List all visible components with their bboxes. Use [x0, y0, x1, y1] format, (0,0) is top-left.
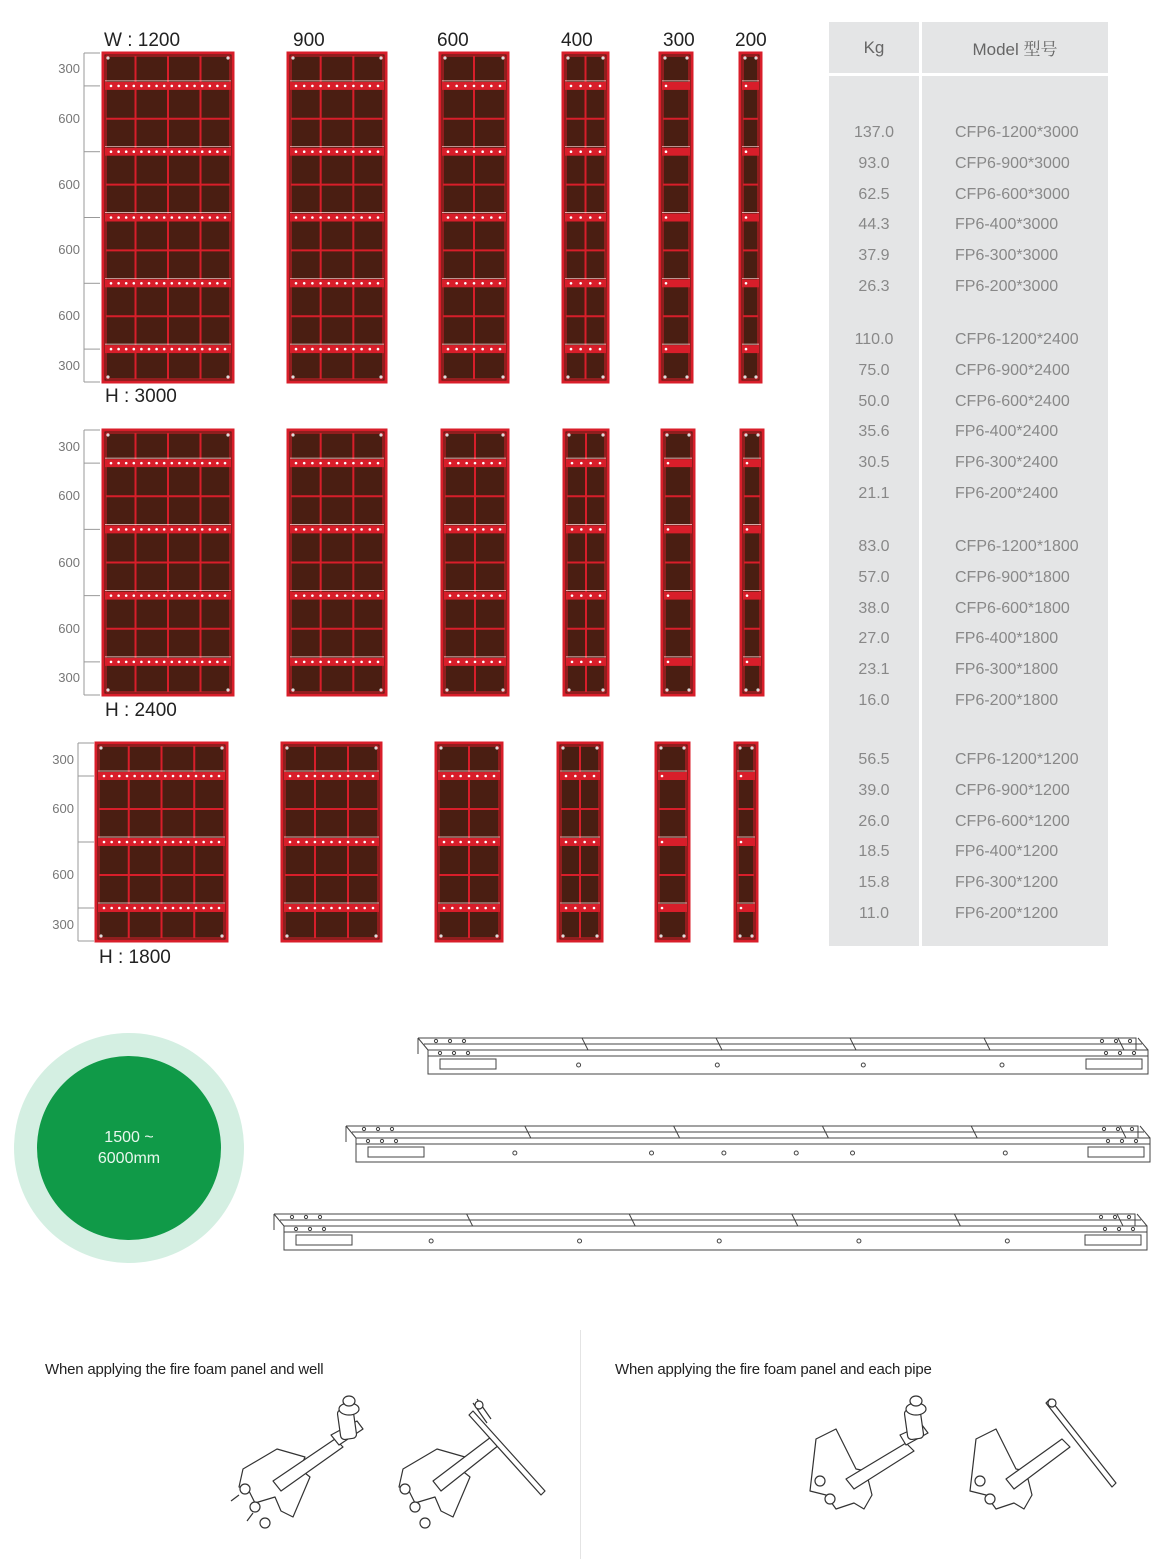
model-value: CFP6-1200*3000	[955, 124, 1079, 141]
formwork-panel	[96, 743, 227, 941]
formwork-panel	[103, 53, 233, 382]
kg-value: 37.9	[858, 247, 890, 265]
kg-value: 18.5	[858, 843, 890, 861]
tie-rod-left-a	[231, 1396, 363, 1528]
kg-value: 27.0	[858, 630, 890, 648]
model-value: FP6-400*1200	[955, 843, 1059, 861]
dimension-label: 300	[52, 916, 74, 932]
formwork-panels-drawing	[0, 0, 820, 980]
model-value: FP6-300*3000	[955, 247, 1059, 265]
height-label: H : 2400	[105, 700, 177, 721]
kg-header	[829, 22, 919, 73]
dimension-bracket	[84, 430, 100, 695]
kg-value: 30.5	[858, 454, 890, 472]
formwork-panel	[288, 53, 386, 382]
model-value: CFP6-900*1200	[955, 781, 1070, 799]
dimension-label: 600	[58, 242, 80, 258]
formwork-panel	[563, 53, 608, 382]
kg-value: 15.8	[858, 874, 890, 892]
formwork-panel	[735, 743, 757, 941]
dimension-label: 600	[58, 488, 80, 504]
formwork-panel	[662, 430, 694, 695]
model-value: CFP6-900*2400	[955, 361, 1070, 379]
beam-length-max: 6000mm	[97, 1150, 161, 1167]
width-value: 200	[735, 30, 767, 51]
width-prefix: W :	[104, 30, 138, 51]
kg-value: 26.0	[858, 812, 890, 830]
model-value: CFP6-600*3000	[955, 185, 1070, 203]
kg-header-text: Kg	[863, 37, 885, 57]
model-value: FP6-200*1800	[955, 692, 1059, 709]
width-value: 600	[437, 30, 469, 51]
kg-value: 26.3	[858, 278, 890, 295]
dimension-label: 300	[58, 61, 80, 77]
dimension-label: 600	[52, 801, 74, 816]
model-value: CFP6-900*1800	[955, 568, 1070, 586]
dimension-label: 300	[52, 751, 74, 767]
model-value: FP6-200*1200	[955, 905, 1059, 922]
kg-value: 56.5	[858, 751, 890, 768]
model-value: CFP6-600*2400	[955, 392, 1070, 410]
model-value: CFP6-600*1200	[955, 812, 1070, 830]
kg-value: 93.0	[858, 154, 890, 172]
height-label: H : 3000	[105, 386, 177, 407]
model-value: CFP6-600*1800	[955, 599, 1070, 617]
dimension-label: 600	[58, 308, 80, 324]
formwork-panel	[440, 53, 508, 382]
dimension-label: 600	[58, 620, 80, 636]
formwork-panel	[558, 743, 602, 941]
formwork-panel	[564, 430, 608, 695]
dimension-label: 600	[58, 110, 80, 126]
formwork-panel	[103, 430, 233, 695]
model-value: FP6-300*2400	[955, 454, 1059, 472]
model-header	[922, 22, 1108, 73]
tie-rod-right-b	[970, 1399, 1116, 1509]
kg-value: 11.0	[859, 905, 889, 922]
steel-beam	[274, 1214, 1147, 1250]
model-value: FP6-200*2400	[955, 485, 1059, 502]
width-value: 400	[561, 30, 593, 51]
formwork-panel	[660, 53, 692, 382]
kg-value: 21.1	[858, 485, 890, 502]
kg-value: 110.0	[854, 331, 894, 348]
formwork-panel	[656, 743, 689, 941]
dimension-label: 300	[58, 438, 80, 454]
tie-rod-pipe-illustration	[581, 1389, 1141, 1559]
kg-value: 23.1	[858, 661, 890, 679]
caption-left: When applying the fire foam panel and well	[45, 1361, 324, 1378]
width-value: 1200	[137, 30, 181, 51]
model-value: FP6-400*1800	[955, 630, 1059, 648]
kg-value: 39.0	[858, 781, 890, 799]
kg-value: 62.5	[858, 185, 890, 203]
steel-beam	[346, 1126, 1150, 1162]
model-value: CFP6-1200*1800	[955, 538, 1079, 555]
width-value: 300	[663, 30, 695, 51]
formwork-panel	[741, 430, 763, 695]
kg-value: 44.3	[858, 216, 890, 234]
model-value: FP6-300*1800	[955, 661, 1059, 679]
tie-rod-right-a	[810, 1396, 928, 1509]
model-value: CFP6-1200*1200	[955, 751, 1079, 768]
tie-rod-left-b	[399, 1399, 545, 1528]
steel-beams-drawing	[0, 1010, 1162, 1330]
kg-value: 50.0	[858, 392, 890, 410]
formwork-panel	[282, 743, 381, 941]
model-value: FP6-400*2400	[955, 423, 1059, 441]
dimension-label: 600	[58, 176, 80, 192]
kg-value: 75.0	[858, 361, 890, 379]
model-value: FP6-300*1200	[955, 874, 1059, 892]
kg-value: 16.0	[858, 692, 890, 709]
dimension-label: 300	[58, 357, 80, 373]
kg-value: 38.0	[858, 599, 890, 617]
height-label: H : 1800	[99, 947, 171, 968]
formwork-panel	[740, 53, 761, 382]
model-value: CFP6-1200*2400	[955, 331, 1079, 348]
tie-rod-well-illustration	[0, 1389, 560, 1559]
formwork-panel	[288, 430, 386, 695]
dimension-bracket	[84, 53, 100, 382]
formwork-panel	[436, 743, 502, 941]
width-value: 900	[293, 30, 325, 51]
model-value: CFP6-900*3000	[955, 154, 1070, 172]
dimension-label: 600	[58, 554, 80, 570]
kg-value: 83.0	[858, 538, 890, 555]
kg-value: 35.6	[858, 423, 890, 441]
model-header-text: Model 型号	[972, 40, 1058, 59]
dimension-label: 300	[58, 670, 80, 686]
kg-value: 137.0	[853, 124, 895, 141]
beam-length-min: 1500 ~	[104, 1129, 154, 1146]
dimension-bracket	[78, 743, 94, 941]
formwork-panel	[442, 430, 508, 695]
dimension-label: 600	[52, 867, 74, 882]
steel-beam	[418, 1038, 1148, 1074]
model-value: FP6-200*3000	[955, 278, 1059, 295]
caption-right: When applying the fire foam panel and each pipe	[615, 1361, 932, 1378]
model-value: FP6-400*3000	[955, 216, 1059, 234]
kg-value: 57.0	[858, 568, 890, 586]
